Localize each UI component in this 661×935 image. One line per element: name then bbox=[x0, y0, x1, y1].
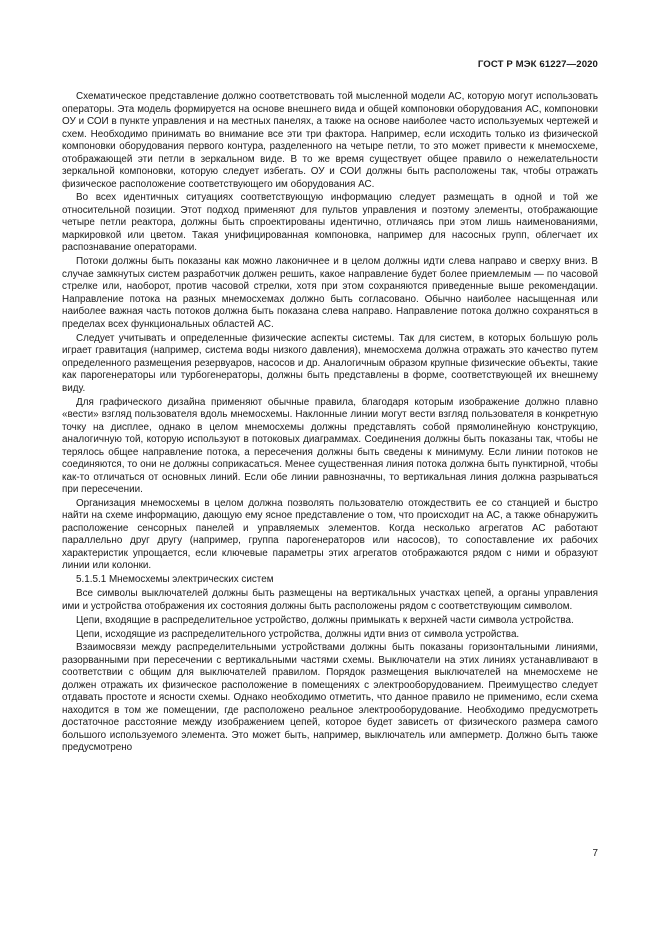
paragraph: Все символы выключателей должны быть размещены на вертикальных участках цепей, а органы управления ими и устройства отображения их состояния должны быть расположены рядом с соответствующим символом. bbox=[62, 588, 598, 612]
paragraph: Потоки должны быть показаны как можно лаконичнее и в целом должны идти слева направо и сверху вниз. В случае замкнутых систем разработчик должен решить, какое направление будет более приемлемым — по часовой стрелке или, наоборот, против часовой стрелки, хотя при этом сохраняются приведенные выше рекомендации. Направление потока на разных мнемосхемах должно быть согласовано. Обычно наиболее насыщенная или наиболее важная часть потоков должна быть показана слева направо. Направление потока должно сохраняться в пределах всех функциональных областей АС. bbox=[62, 256, 598, 330]
page-number: 7 bbox=[592, 848, 598, 859]
paragraph: Следует учитывать и определенные физические аспекты системы. Так для систем, в которых большую роль играет гравитация (например, система воды низкого давления), мнемосхема должна отражать это качество путем определенного размещения резервуаров, насосов и др. Аналогичным образом крупные физические объекты, такие как парогенераторы или турбогенераторы, должны быть представлены в форме, соответствующей их внешнему виду. bbox=[62, 332, 598, 394]
paragraph: Цепи, входящие в распределительное устройство, должны примыкать к верхней части символа устройства. bbox=[76, 614, 574, 626]
paragraph: Во всех идентичных ситуациях соответствующую информацию следует размещать в одной и той же относительной позиции. Этот подход применяют для пультов управления и поэтому элементы, отображающие четыре петли реактора, должны быть спроектированы идентично, отличаясь при этом лишь наименованиями, маркировкой или цветом. Такая унифицированная компоновка, например для насосных групп, облегчает их распознавание операторами. bbox=[62, 192, 598, 254]
paragraph: Взаимосвязи между распределительными устройствами должны быть показаны горизонтальными линиями, разорванными при пересечении с вертикальными частями схемы. Выключатели на этих линиях устанавливают в соответствии с общим для выключателей правилом. Порядок размещения выключателей на мнемосхеме не должен отражать их физическое расположение в помещениях с электрооборудованием. Преимущество следует отдавать простоте и ясности схемы. Однако необходимо отметить, что данное правило не применимо, если схема находится в том же помещении, где расположено реальное электрооборудование. Необходимо предусмотреть достаточное расстояние между изображением цепей, которое будет зависеть от физического размера самого большого используемого элемента. Это может быть, например, выключатель или амперметр. Должно быть также предусмотрено bbox=[62, 642, 598, 754]
paragraph: Организация мнемосхемы в целом должна позволять пользователю отождествить ее со станцией и быстро найти на схеме информацию, дающую ему ясное представление о том, что происходит на АС, а также обнаружить расположение сенсорных панелей и управляемых элементов. Когда несколько агрегатов АС работают параллельно друг другу (например, группа парогенераторов или насосов), то сопоставление их рабочих характеристик упрощается, если ключевые параметры этих агрегатов отображаются рядом с ними и образуют линии или колонки. bbox=[62, 497, 598, 572]
body-text bbox=[62, 91, 598, 756]
section-heading: 5.1.5.1 Мнемосхемы электрических систем bbox=[76, 574, 274, 586]
paragraph: Цепи, исходящие из распределительного устройства, должны идти вниз от символа устройства. bbox=[76, 628, 520, 640]
paragraph: Схематическое представление должно соответствовать той мысленной модели АС, которую могут использовать операторы. Эта модель формируется на основе внешнего вида и общей компоновки оборудования АС, компоновки ОУ и СОИ в пункте управления и на местных панелях, а также на основе наиболее часто используемых чертежей и схем. Необходимо принимать во внимание все эти три фактора. Например, если исходить только из физической компоновки оборудования первого контура, разделенного на четыре петли, то это может привести к мнемосхеме, отображающей эти петли в зеркальном виде. В то же время существует общее правило о нежелательности зеркальной компоновки, которую следует избегать. ОУ и СОИ должны быть расположены так, чтобы отражать физическое расположение соответствующего им оборудования АС. bbox=[62, 91, 598, 190]
paragraph: Для графического дизайна применяют обычные правила, благодаря которым изображение должно плавно «вести» взгляд пользователя вдоль мнемосхемы. Наклонные линии могут вести взгляд пользователя в конкретную точку на дисплее, однако в целом мнемосхемы должны представлять собой прямолинейную конструкцию, аналогичную той, которую используют в потоковых диаграммах. Соединения должны быть показаны так, чтобы не терялось общее направление потока, а пересечения должны быть сведены к минимуму. Если линии потоков не соединяются, то они не должны соприкасаться. Менее существенная линия потока должна быть пунктирной, чтобы как-то отличаться от основных линий. Если обе линии равнозначны, то вертикальная линия должна разрываться при пересечении. bbox=[62, 396, 598, 496]
document-header: ГОСТ Р МЭК 61227—2020 bbox=[477, 59, 598, 70]
